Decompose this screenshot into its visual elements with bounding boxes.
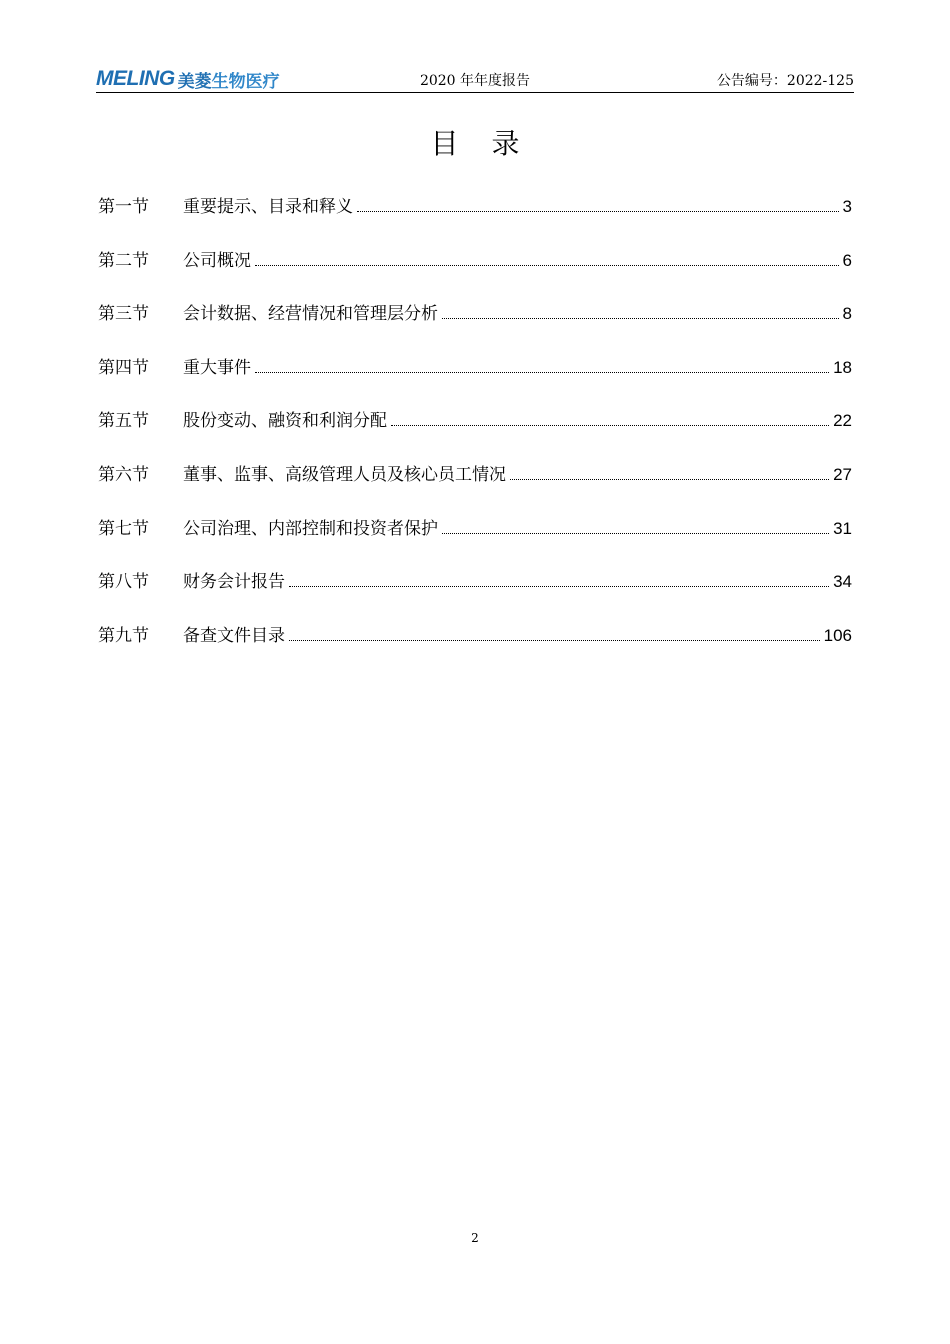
toc-entry-3[interactable] xyxy=(98,299,852,353)
toc-section-number: 第五节 xyxy=(98,411,149,432)
toc-page-number: 3 xyxy=(842,197,852,216)
toc-page-number: 106 xyxy=(823,625,852,645)
toc-entry-1[interactable] xyxy=(98,192,852,246)
toc-section-title: 财务会计报告 xyxy=(183,572,285,593)
toc-dot-leader xyxy=(391,425,829,426)
toc-section-number: 第七节 xyxy=(98,518,149,539)
toc-section-number: 第九节 xyxy=(98,625,149,646)
toc-page-number: 18 xyxy=(833,357,852,377)
toc-section-title: 公司治理、内部控制和投资者保护 xyxy=(183,518,438,539)
page-number: 2 xyxy=(471,1231,479,1245)
toc-section-number: 第四节 xyxy=(98,357,149,378)
toc-heading: 目 录 xyxy=(430,127,532,160)
toc-page-number: 6 xyxy=(842,250,852,270)
logo-chinese-part2: 生物医疗 xyxy=(211,71,280,92)
announcement-number: 公告编号：2022-125 xyxy=(716,73,854,89)
header-divider xyxy=(96,92,854,93)
logo-english-text: MELING xyxy=(96,67,175,90)
toc-section-number: 第八节 xyxy=(98,572,149,593)
toc-dot-leader xyxy=(289,586,829,587)
toc-section-title: 董事、监事、高级管理人员及核心员工情况 xyxy=(183,464,506,485)
toc-section-title: 备查文件目录 xyxy=(183,625,285,646)
toc-dot-leader xyxy=(255,265,839,266)
logo-chinese-part1: 美菱 xyxy=(177,71,212,92)
toc-section-number: 第三节 xyxy=(98,304,149,325)
toc-page-number: 31 xyxy=(833,518,852,538)
toc-section-title: 会计数据、经营情况和管理层分析 xyxy=(183,304,438,325)
table-of-contents xyxy=(98,192,852,674)
toc-entry-6[interactable] xyxy=(98,460,852,514)
toc-page-number: 22 xyxy=(833,411,852,431)
toc-dot-leader xyxy=(442,318,839,319)
toc-section-title: 公司概况 xyxy=(183,250,251,271)
report-title: 2020 年年度报告 xyxy=(419,73,531,89)
toc-entry-5[interactable] xyxy=(98,406,852,460)
page-header xyxy=(96,66,854,92)
toc-page-number: 27 xyxy=(833,464,852,484)
toc-section-number: 第一节 xyxy=(98,197,149,217)
toc-section-number: 第二节 xyxy=(98,250,149,271)
toc-page-number: 34 xyxy=(833,572,852,592)
toc-dot-leader xyxy=(289,640,820,641)
toc-dot-leader xyxy=(357,211,839,212)
toc-dot-leader xyxy=(510,479,829,480)
toc-entry-4[interactable] xyxy=(98,353,852,407)
toc-entry-9[interactable] xyxy=(98,621,852,675)
toc-section-title: 重要提示、目录和释义 xyxy=(183,197,353,217)
toc-section-title: 股份变动、融资和利润分配 xyxy=(183,411,387,432)
toc-entry-8[interactable] xyxy=(98,567,852,621)
toc-section-number: 第六节 xyxy=(98,464,149,485)
toc-dot-leader xyxy=(442,533,829,534)
toc-entry-7[interactable] xyxy=(98,514,852,568)
toc-dot-leader xyxy=(255,372,829,373)
toc-entry-2[interactable] xyxy=(98,246,852,300)
toc-page-number: 8 xyxy=(842,304,852,324)
toc-section-title: 重大事件 xyxy=(183,357,251,378)
